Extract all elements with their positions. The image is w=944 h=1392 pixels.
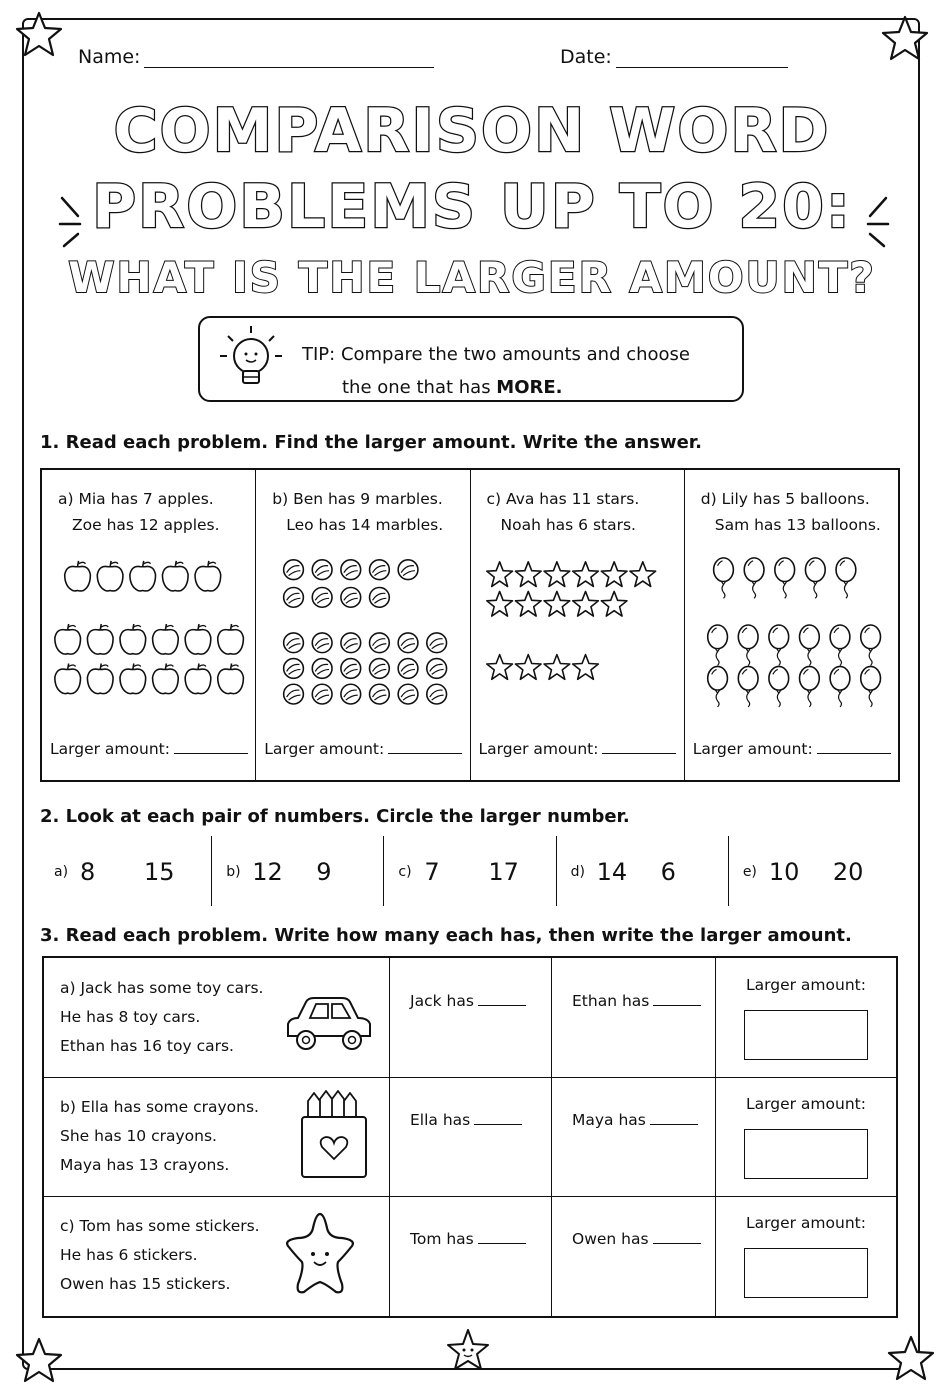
name-line[interactable] <box>144 67 434 68</box>
answer-box[interactable] <box>744 1248 868 1298</box>
count-field[interactable] <box>572 1111 698 1129</box>
pair-label: e) <box>742 864 757 880</box>
apple-icon <box>97 561 123 591</box>
balloon-icon <box>830 666 850 706</box>
number-option[interactable]: 12 <box>252 858 283 886</box>
problem-cell <box>44 1077 390 1196</box>
balloon-icon <box>738 666 758 706</box>
balloon-icon <box>799 666 819 706</box>
table-row <box>44 958 896 1078</box>
star-icon <box>515 562 541 587</box>
answer-label: Larger amount: <box>264 740 385 758</box>
balloon-icon <box>830 625 850 665</box>
problem-line: b) Ben has 9 marbles. <box>272 490 443 508</box>
count-cell <box>390 958 552 1077</box>
number-pairs-row <box>40 836 900 906</box>
count-cell <box>552 1196 716 1318</box>
count-field[interactable] <box>572 1230 701 1248</box>
problem-cell <box>44 958 390 1077</box>
marble-icon <box>341 560 361 580</box>
tip-line-2: the one that has <box>342 377 497 398</box>
count-label: Tom has <box>410 1230 474 1248</box>
count-label: Owen has <box>572 1230 649 1248</box>
count-label: Maya has <box>572 1111 646 1129</box>
balloon-icon <box>775 558 795 598</box>
balloon-icon <box>799 625 819 665</box>
apple-icon <box>87 664 113 694</box>
balloon-icon <box>860 666 880 706</box>
apple-icon <box>65 561 91 591</box>
apple-icon <box>185 624 211 654</box>
answer-cell <box>716 1196 900 1318</box>
marble-icon <box>313 684 333 704</box>
marble-icon <box>341 684 361 704</box>
problem-card <box>256 470 470 780</box>
answer-field[interactable] <box>264 740 462 758</box>
answer-blank[interactable] <box>388 753 462 754</box>
title-line-3: WHAT IS THE LARGER AMOUNT? <box>68 253 876 302</box>
marble-icon <box>284 633 304 653</box>
marble-icon <box>398 684 418 704</box>
answer-label: Larger amount: <box>478 740 599 758</box>
marble-icon <box>427 633 447 653</box>
star-icon <box>486 591 512 616</box>
marble-icon <box>398 560 418 580</box>
section-3-table <box>42 956 898 1318</box>
apple-icon <box>162 561 188 591</box>
name-field[interactable] <box>78 46 434 68</box>
name-label: Name: <box>78 46 141 68</box>
marble-icon <box>313 633 333 653</box>
marble-icon <box>341 633 361 653</box>
apple-icon <box>55 664 81 694</box>
marble-icon <box>313 659 333 679</box>
star-icon <box>601 562 627 587</box>
count-blank[interactable] <box>650 1124 698 1125</box>
table-row <box>44 1077 896 1197</box>
answer-blank[interactable] <box>174 753 248 754</box>
tip-emphasis: MORE. <box>496 377 563 398</box>
answer-cell <box>716 958 900 1077</box>
sparkle-lines-icon <box>56 192 96 252</box>
problem-line: a) Mia has 7 apples. <box>58 490 214 508</box>
balloon-icon <box>744 558 764 598</box>
date-line[interactable] <box>616 67 788 68</box>
answer-label: Larger amount: <box>746 1214 866 1232</box>
balloon-icon <box>738 625 758 665</box>
number-option[interactable]: 8 <box>80 858 96 886</box>
marble-icon <box>427 684 447 704</box>
problem-line: Zoe has 12 apples. <box>72 516 220 534</box>
apple-icon <box>153 664 179 694</box>
number-option[interactable]: 14 <box>596 858 628 886</box>
count-blank[interactable] <box>474 1124 522 1125</box>
problem-line: She has 10 crayons. <box>60 1127 217 1145</box>
apple-icon <box>218 624 244 654</box>
number-pair <box>40 836 212 906</box>
section-1-grid <box>40 468 900 782</box>
table-row <box>44 1196 896 1318</box>
apple-icon <box>218 664 244 694</box>
corner-star-icon <box>886 1334 936 1384</box>
problem-line: Leo has 14 marbles. <box>286 516 444 534</box>
number-option[interactable]: 10 <box>768 858 800 886</box>
star-icon <box>572 591 598 616</box>
marble-icon <box>284 684 304 704</box>
number-option[interactable]: 7 <box>424 858 440 886</box>
tip-line-1: TIP: Compare the two amounts and choose <box>302 344 691 365</box>
count-label: Jack has <box>410 992 474 1010</box>
smiling-star-icon <box>440 1326 496 1376</box>
corner-star-icon <box>14 1336 64 1386</box>
problem-line: Sam has 13 balloons. <box>714 516 881 534</box>
answer-field[interactable] <box>50 740 248 758</box>
problem-line: Owen has 15 stickers. <box>60 1275 231 1293</box>
pair-label: d) <box>570 864 585 880</box>
count-cell <box>552 958 716 1077</box>
number-pair <box>384 836 556 906</box>
marble-icon <box>427 659 447 679</box>
star-icon <box>515 591 541 616</box>
number-pair <box>212 836 384 906</box>
problem-line: Noah has 6 stars. <box>500 516 636 534</box>
title-line-1: COMPARISON WORD <box>113 96 831 166</box>
answer-cell <box>716 1077 900 1196</box>
marble-icon <box>284 560 304 580</box>
answer-label: Larger amount: <box>746 1095 866 1113</box>
star-icon <box>515 655 541 680</box>
count-blank[interactable] <box>653 1243 701 1244</box>
marble-icons <box>256 470 469 780</box>
car-icon <box>282 992 374 1056</box>
corner-star-icon <box>14 10 64 60</box>
problem-card <box>685 470 898 780</box>
problem-line: b) Ella has some crayons. <box>60 1098 259 1116</box>
balloon-icon <box>860 625 880 665</box>
apple-icon <box>55 624 81 654</box>
apple-icons <box>42 470 255 780</box>
marble-icon <box>341 587 361 607</box>
count-cell <box>390 1077 552 1196</box>
balloon-icon <box>769 625 789 665</box>
marble-icon <box>370 587 390 607</box>
marble-icon <box>284 587 304 607</box>
marble-icon <box>370 684 390 704</box>
star-icon <box>544 591 570 616</box>
apple-icon <box>120 664 146 694</box>
answer-field[interactable] <box>693 740 891 758</box>
star-sticker-icon <box>280 1208 360 1300</box>
count-field[interactable] <box>410 992 526 1010</box>
count-blank[interactable] <box>478 1005 526 1006</box>
section-3-heading: 3. Read each problem. Write how many each has, then write the larger amount. <box>40 925 852 946</box>
star-icon <box>601 591 627 616</box>
answer-blank[interactable] <box>817 753 891 754</box>
marble-icon <box>370 659 390 679</box>
problem-line: He has 8 toy cars. <box>60 1008 201 1026</box>
number-option[interactable]: 17 <box>488 858 519 886</box>
problem-line: Maya has 13 crayons. <box>60 1156 230 1174</box>
date-field[interactable] <box>560 46 788 68</box>
problem-line: c) Ava has 11 stars. <box>486 490 640 508</box>
marble-icon <box>370 560 390 580</box>
star-icon <box>486 655 512 680</box>
star-icon <box>544 655 570 680</box>
pair-label: b) <box>226 864 241 880</box>
number-option[interactable]: 15 <box>144 858 175 886</box>
problem-line: Ethan has 16 toy cars. <box>60 1037 234 1055</box>
problem-cell <box>44 1196 390 1318</box>
count-label: Ella has <box>410 1111 471 1129</box>
number-option[interactable]: 20 <box>832 858 864 886</box>
apple-icon <box>153 624 179 654</box>
section-1-heading: 1. Read each problem. Find the larger amount. Write the answer. <box>40 432 702 453</box>
answer-label: Larger amount: <box>746 976 866 994</box>
apple-icon <box>185 664 211 694</box>
number-option[interactable]: 6 <box>660 858 676 886</box>
section-2-heading: 2. Look at each pair of numbers. Circle the larger number. <box>40 806 630 827</box>
answer-label: Larger amount: <box>50 740 170 758</box>
marble-icon <box>341 659 361 679</box>
title-line-2: PROBLEMS UP TO 20: <box>92 172 852 242</box>
lightbulb-icon <box>218 324 284 398</box>
marble-icon <box>284 659 304 679</box>
star-icon <box>629 562 655 587</box>
balloon-icons <box>685 470 898 780</box>
count-blank[interactable] <box>478 1243 526 1244</box>
answer-blank[interactable] <box>602 753 676 754</box>
corner-star-icon <box>880 14 930 64</box>
crayon-box-icon <box>294 1087 374 1181</box>
star-icon <box>544 562 570 587</box>
apple-icon <box>87 624 113 654</box>
problem-line: He has 6 stickers. <box>60 1246 198 1264</box>
star-icons <box>471 470 684 780</box>
marble-icon <box>398 659 418 679</box>
count-label: Ethan has <box>572 992 650 1010</box>
balloon-icon <box>707 625 727 665</box>
balloon-icon <box>836 558 856 598</box>
count-cell <box>552 1077 716 1196</box>
count-field[interactable] <box>572 992 701 1010</box>
problem-line: d) Lily has 5 balloons. <box>700 490 870 508</box>
number-option[interactable]: 9 <box>316 858 332 886</box>
pair-label: c) <box>398 864 412 880</box>
apple-icon <box>120 624 146 654</box>
balloon-icon <box>805 558 825 598</box>
problem-line: c) Tom has some stickers. <box>60 1217 260 1235</box>
count-field[interactable] <box>410 1111 522 1129</box>
tip-box <box>198 316 744 402</box>
pair-label: a) <box>54 864 69 880</box>
marble-icon <box>398 633 418 653</box>
count-field[interactable] <box>410 1230 526 1248</box>
star-icon <box>572 562 598 587</box>
problem-card <box>42 470 256 780</box>
problem-line: a) Jack has some toy cars. <box>60 979 264 997</box>
count-blank[interactable] <box>653 1005 701 1006</box>
balloon-icon <box>707 666 727 706</box>
apple-icon <box>195 561 221 591</box>
sparkle-lines-icon <box>852 192 892 252</box>
star-icon <box>486 562 512 587</box>
answer-label: Larger amount: <box>692 740 813 758</box>
answer-box[interactable] <box>744 1010 868 1060</box>
date-label: Date: <box>560 46 612 68</box>
number-pair <box>729 836 900 906</box>
star-icon <box>572 655 598 680</box>
apple-icon <box>130 561 156 591</box>
balloon-icon <box>769 666 789 706</box>
answer-box[interactable] <box>744 1129 868 1179</box>
marble-icon <box>313 587 333 607</box>
marble-icon <box>370 633 390 653</box>
marble-icon <box>313 560 333 580</box>
answer-field[interactable] <box>479 740 677 758</box>
balloon-icon <box>713 558 733 598</box>
problem-card <box>471 470 685 780</box>
number-pair <box>557 836 729 906</box>
count-cell <box>390 1196 552 1318</box>
